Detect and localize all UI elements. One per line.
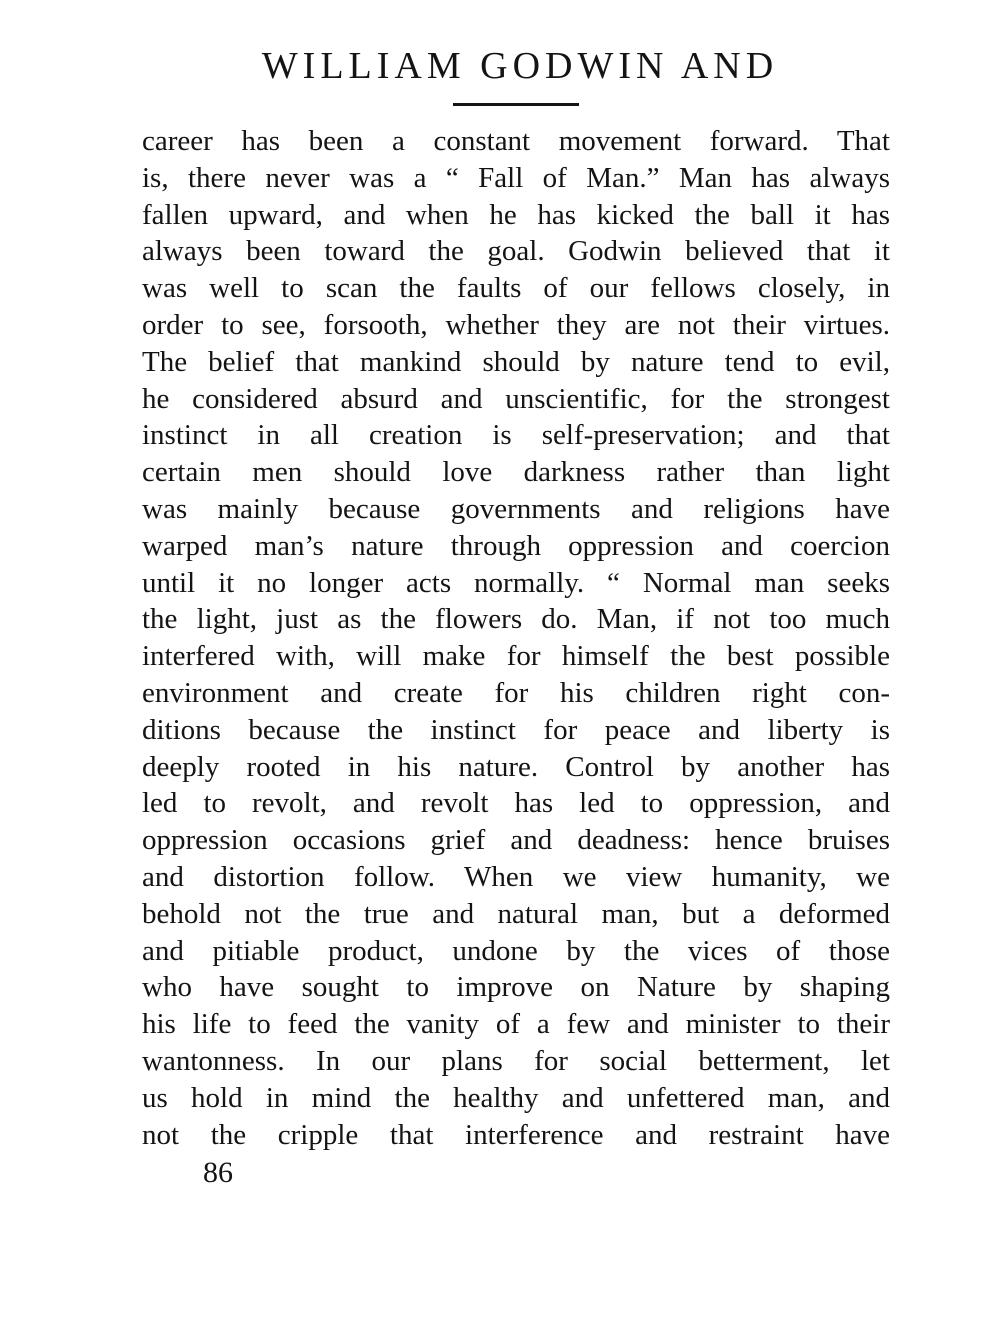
page-number: 86 (203, 1156, 233, 1189)
text-line: instinct in all creation is self-preservation; and that (142, 419, 890, 452)
text-line: the light, just as the flowers do. Man, if not too much (142, 603, 890, 636)
text-line: order to see, forsooth, whether they are not their virtues. (142, 308, 890, 341)
text-line: career has been a constant movement forward. That (142, 125, 890, 157)
text-line: he considered absurd and unscientific, for the strongest (142, 382, 890, 415)
text-line: and pitiable product, undone by the vices of those (142, 934, 890, 967)
running-head: WILLIAM GODWIN AND (261, 45, 779, 87)
text-line: warped man’s nature through oppression and coercion (142, 529, 890, 562)
text-line: environment and create for his children right con- (142, 676, 890, 709)
text-line: certain men should love darkness rather than light (142, 456, 890, 489)
text-line: was mainly because governments and religions have (142, 492, 890, 525)
text-line: was well to scan the faults of our fellows closely, in (142, 272, 890, 305)
text-line: interfered with, will make for himself the best possible (142, 640, 890, 673)
text-line: his life to feed the vanity of a few and minister to their (142, 1008, 890, 1041)
text-line: ditions because the instinct for peace and liberty is (142, 713, 890, 746)
text-line: always been toward the goal. Godwin believed that it (142, 235, 890, 268)
text-line: led to revolt, and revolt has led to oppression, and (142, 787, 890, 820)
text-line: who have sought to improve on Nature by shaping (142, 971, 890, 1004)
text-line: deeply rooted in his nature. Control by another has (142, 750, 890, 783)
text-line: fallen upward, and when he has kicked the ball it has (142, 198, 890, 231)
text-line: The belief that mankind should by nature tend to evil, (142, 345, 890, 378)
text-line: is, there never was a “ Fall of Man.” Man has always (142, 161, 890, 194)
header-rule (453, 103, 579, 106)
text-line: and distortion follow. When we view humanity, we (142, 860, 890, 893)
text-line: us hold in mind the healthy and unfettered man, and (142, 1081, 890, 1114)
text-line: not the cripple that interference and restraint have (142, 1118, 890, 1151)
body-text (142, 123, 890, 1153)
text-line: wantonness. In our plans for social betterment, let (142, 1044, 890, 1077)
text-line: oppression occasions grief and deadness: hence bruises (142, 824, 890, 857)
text-line: behold not the true and natural man, but a deformed (142, 897, 890, 930)
text-line: until it no longer acts normally. “ Normal man seeks (142, 566, 890, 599)
